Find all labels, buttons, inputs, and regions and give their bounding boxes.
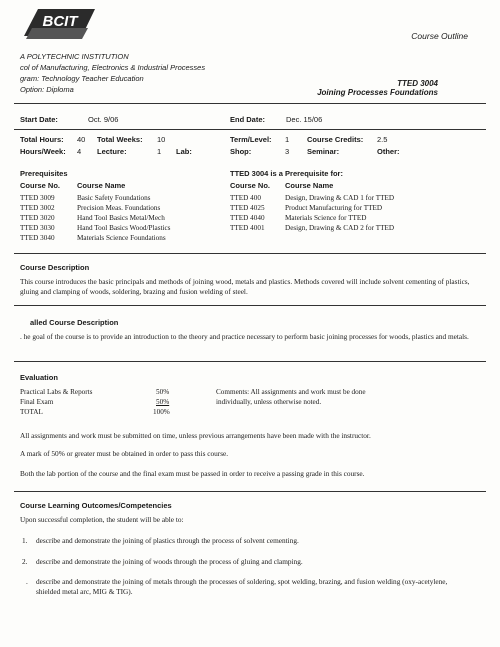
seminar-label: Seminar: [307,147,340,156]
bcit-logo [22,6,97,40]
start-date-value: Oct. 9/06 [88,115,119,124]
other-label: Other: [377,147,400,156]
prereq-col-name: Course Name [77,181,126,190]
prereq-for-course-no: TTED 4040 [230,214,265,222]
course-description-text: This course introduces the basic principals and methods of joining wood, metals and plastics. Methods covered will include solvent cementing of plastics, gluing and clamping of woods, soldering, brazing and fusion welding of steel. [20,277,470,296]
prereq-for-course-name: Materials Science for TTED [285,214,367,222]
prereq-for-course-no: TTED 4025 [230,204,265,212]
outcome-number: 2. [22,557,28,566]
prereq-course-name: Basic Safety Foundations [77,194,151,202]
institution-name: A POLYTECHNIC INSTITUTION [20,52,129,61]
term-label: Term/Level: [230,135,272,144]
lecture-label: Lecture: [97,147,127,156]
prereq-for-course-name: Design, Drawing & CAD 2 for TTED [285,224,395,232]
outcome-text: describe and demonstrate the joining of plastics through the process of solvent cementing. [36,536,299,545]
prereq-for-course-no: TTED 400 [230,194,261,202]
evaluation-item: Practical Labs & Reports [20,388,93,396]
prereq-for-course-no: TTED 4001 [230,224,265,232]
prereq-course-no: TTED 3040 [20,234,55,242]
hours-week-value: 4 [77,147,82,156]
course-description-title: Course Description [20,263,90,272]
total-hours-value: 40 [77,135,86,144]
evaluation-percent: 100% [153,408,170,416]
doc-type: Course Outline [411,31,468,41]
note-assignments: All assignments and work must be submitted on time, unless previous arrangements have been made with the instructor. [20,431,371,440]
detailed-description-text: . he goal of the course is to provide an introduction to the theory and practice necessary to perform basic joining processes for woods, plastics and metals. [20,332,469,341]
shop-label: Shop: [230,147,252,156]
logo-text: BCIT [42,13,78,30]
evaluation-comments: Comments: All assignments and work must be done [216,388,366,396]
divider [14,361,486,362]
prereq-course-no: TTED 3020 [20,214,55,222]
shop-value: 3 [285,147,290,156]
prereq-for-col-no: Course No. [230,181,271,190]
detailed-description-title: alled Course Description [30,318,119,327]
evaluation-percent: 50% [156,388,170,396]
outcome-text: describe and demonstrate the joining of metals through the processes of soldering, spot welding, brazing, and fusion welding (oxy-acetylene, shielded metal arc, MIG & TIG). [36,577,448,596]
evaluation-comments: individually, unless otherwise noted. [216,398,322,406]
divider [14,103,486,104]
school-name: col of Manufacturing, Electronics & Industrial Processes [20,63,206,72]
total-weeks-label: Total Weeks: [97,135,143,144]
outcome-number: 1. [22,536,28,545]
hours-week-label: Hours/Week: [20,147,66,156]
divider [14,305,486,306]
prereq-for-course-name: Product Manufacturing for TTED [285,204,383,212]
prereq-course-name: Materials Science Foundations [77,234,166,242]
prereq-for-col-name: Course Name [285,181,334,190]
outcomes-title: Course Learning Outcomes/Competencies [20,501,172,510]
credits-value: 2.5 [377,135,388,144]
prereq-course-name: Precision Meas. Foundations [77,204,161,212]
credits-label: Course Credits: [307,135,364,144]
end-date-label: End Date: [230,115,266,124]
divider [14,491,486,492]
evaluation-item: TOTAL [20,408,43,416]
evaluation-percent: 50% [156,398,170,406]
prereq-course-name: Hand Tool Basics Metal/Mech [77,214,165,222]
prereq-course-no: TTED 3002 [20,204,55,212]
lecture-value: 1 [157,147,162,156]
end-date-value: Dec. 15/06 [286,115,323,124]
prereq-for-course-name: Design, Drawing & CAD 1 for TTED [285,194,395,202]
option-name: Option: Diploma [20,85,74,94]
prereq-title: Prerequisites [20,169,68,178]
note-passing-grade: Both the lab portion of the course and the final exam must be passed in order to receive a passing grade in this course. [20,469,365,478]
evaluation-title: Evaluation [20,373,58,382]
course-title: Joining Processes Foundations [317,88,438,97]
total-hours-label: Total Hours: [20,135,64,144]
note-pass-mark: A mark of 50% or greater must be obtained in order to pass this course. [20,449,229,458]
evaluation-item: Final Exam [20,398,54,406]
lab-label: Lab: [176,147,192,156]
divider [14,253,486,254]
outcomes-intro: Upon successful completion, the student will be able to: [20,515,184,524]
outcome-text: describe and demonstrate the joining of woods through the process of gluing and clamping. [36,557,303,566]
prereq-course-no: TTED 3030 [20,224,55,232]
prereq-course-no: TTED 3009 [20,194,55,202]
term-value: 1 [285,135,290,144]
start-date-label: Start Date: [20,115,58,124]
program-name: gram: Technology Teacher Education [20,74,144,83]
outcome-number: . [26,577,28,586]
prereq-for-title: TTED 3004 is a Prerequisite for: [230,169,343,178]
prereq-col-no: Course No. [20,181,61,190]
prereq-course-name: Hand Tool Basics Wood/Plastics [77,224,171,232]
course-code: TTED 3004 [397,79,438,88]
total-weeks-value: 10 [157,135,166,144]
divider [14,129,486,130]
